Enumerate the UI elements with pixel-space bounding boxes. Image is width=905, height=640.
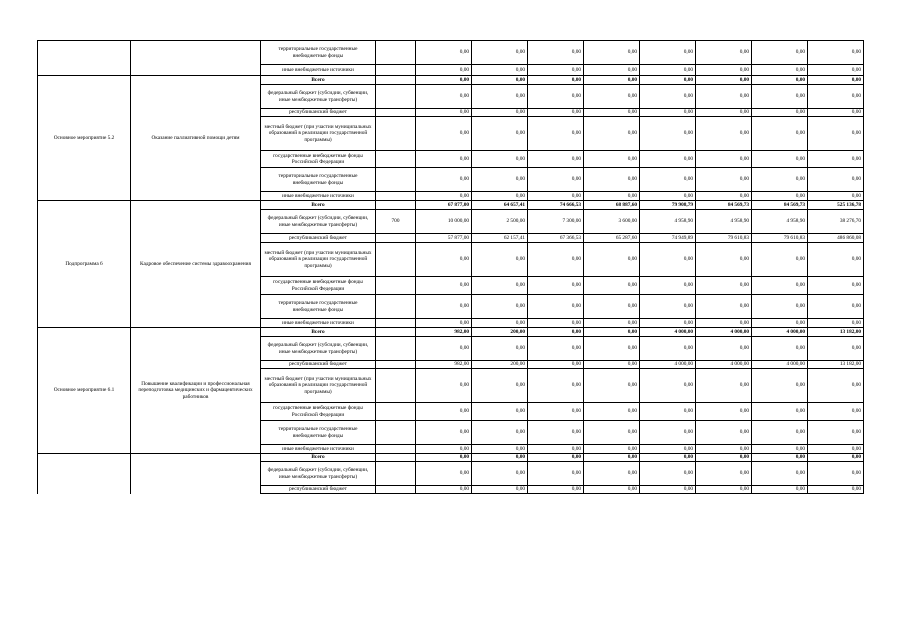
budget-code	[376, 109, 416, 117]
year-amount: 0,00	[640, 117, 696, 151]
year-amount: 0,00	[528, 462, 584, 486]
year-amount: 4 958,90	[752, 210, 808, 234]
year-amount: 0,00	[640, 421, 696, 445]
funding-source: республиканский бюджет	[261, 234, 376, 243]
item-description	[131, 41, 261, 76]
total-amount: 0,00	[808, 295, 864, 319]
year-amount: 0,00	[528, 328, 584, 337]
year-amount: 0,00	[752, 151, 808, 168]
budget-code	[376, 295, 416, 319]
year-amount: 0,00	[528, 192, 584, 201]
total-amount: 13 182,00	[808, 328, 864, 337]
year-amount: 0,00	[752, 462, 808, 486]
total-amount: 486 860,08	[808, 234, 864, 243]
year-amount: 0,00	[696, 445, 752, 454]
year-amount: 0,00	[528, 361, 584, 369]
budget-code	[376, 421, 416, 445]
year-amount: 0,00	[640, 85, 696, 109]
year-amount: 982,00	[416, 361, 472, 369]
year-amount: 0,00	[640, 486, 696, 494]
year-amount: 0,00	[696, 65, 752, 76]
year-amount: 0,00	[696, 454, 752, 462]
year-amount: 0,00	[640, 462, 696, 486]
year-amount: 0,00	[584, 421, 640, 445]
year-amount: 0,00	[696, 109, 752, 117]
year-amount: 62 157,41	[472, 234, 528, 243]
total-amount: 0,00	[808, 454, 864, 462]
year-amount: 0,00	[696, 85, 752, 109]
total-amount: 0,00	[808, 76, 864, 85]
year-amount: 0,00	[528, 454, 584, 462]
year-amount: 0,00	[696, 117, 752, 151]
year-amount: 0,00	[528, 403, 584, 421]
year-amount: 0,00	[472, 192, 528, 201]
budget-code	[376, 201, 416, 210]
item-description: Повышение квалификации и профессиональная переподготовка медицинских и фармацевтических работников	[131, 328, 261, 454]
year-amount: 0,00	[584, 85, 640, 109]
year-amount: 0,00	[584, 41, 640, 65]
year-amount: 68 887,60	[584, 201, 640, 210]
budget-code	[376, 151, 416, 168]
year-amount: 10 000,00	[416, 210, 472, 234]
year-amount: 0,00	[528, 277, 584, 295]
year-amount: 4 000,00	[752, 328, 808, 337]
year-amount: 0,00	[752, 76, 808, 85]
year-amount: 74 949,89	[640, 234, 696, 243]
funding-source: федеральный бюджет (субсидии, субвенции, иные межбюджетные трансферты)	[261, 462, 376, 486]
budget-code	[376, 337, 416, 361]
budget-code	[376, 319, 416, 328]
year-amount: 4 958,90	[640, 210, 696, 234]
total-amount: 0,00	[808, 41, 864, 65]
funding-source: территориальные государственные внебюджетные фонды	[261, 421, 376, 445]
year-amount: 0,00	[640, 76, 696, 85]
year-amount: 0,00	[696, 421, 752, 445]
year-amount: 0,00	[584, 403, 640, 421]
year-amount: 0,00	[416, 65, 472, 76]
item-title	[38, 454, 131, 494]
total-amount: 0,00	[808, 85, 864, 109]
year-amount: 0,00	[696, 192, 752, 201]
year-amount: 0,00	[472, 421, 528, 445]
year-amount: 0,00	[472, 151, 528, 168]
total-amount: 0,00	[808, 117, 864, 151]
total-amount: 0,00	[808, 369, 864, 403]
item-description	[131, 454, 261, 494]
year-amount: 0,00	[472, 168, 528, 192]
year-amount: 65 287,60	[584, 234, 640, 243]
year-amount: 0,00	[584, 445, 640, 454]
year-amount: 0,00	[472, 85, 528, 109]
year-amount: 0,00	[584, 117, 640, 151]
total-row	[38, 454, 864, 462]
year-amount: 0,00	[416, 85, 472, 109]
funding-source: Всего	[261, 454, 376, 462]
funding-source: Всего	[261, 201, 376, 210]
year-amount: 79 908,79	[640, 201, 696, 210]
year-amount: 0,00	[696, 277, 752, 295]
budget-code	[376, 486, 416, 494]
year-amount: 0,00	[640, 109, 696, 117]
year-amount: 79 610,83	[696, 234, 752, 243]
total-amount: 38 276,70	[808, 210, 864, 234]
year-amount: 0,00	[416, 109, 472, 117]
year-amount: 0,00	[528, 295, 584, 319]
total-row	[38, 201, 864, 210]
total-amount: 0,00	[808, 421, 864, 445]
year-amount: 4 000,00	[696, 361, 752, 369]
year-amount: 0,00	[696, 151, 752, 168]
year-amount: 0,00	[752, 277, 808, 295]
year-amount: 4 958,90	[696, 210, 752, 234]
year-amount: 0,00	[696, 295, 752, 319]
year-amount: 0,00	[416, 421, 472, 445]
total-amount: 0,00	[808, 486, 864, 494]
year-amount: 0,00	[752, 319, 808, 328]
year-amount: 0,00	[472, 454, 528, 462]
funding-source: территориальные государственные внебюджетные фонды	[261, 295, 376, 319]
year-amount: 0,00	[528, 85, 584, 109]
year-amount: 0,00	[584, 319, 640, 328]
year-amount: 67 877,00	[416, 201, 472, 210]
funding-source: иные внебюджетные источники	[261, 445, 376, 454]
year-amount: 0,00	[640, 337, 696, 361]
budget-code	[376, 234, 416, 243]
year-amount: 0,00	[416, 243, 472, 277]
year-amount: 0,00	[472, 243, 528, 277]
year-amount: 0,00	[416, 486, 472, 494]
budget-code	[376, 41, 416, 65]
year-amount: 0,00	[472, 76, 528, 85]
year-amount: 4 000,00	[640, 328, 696, 337]
year-amount: 0,00	[584, 369, 640, 403]
item-title: Подпрограмма 6	[38, 201, 131, 328]
budget-code	[376, 192, 416, 201]
year-amount: 0,00	[416, 76, 472, 85]
year-amount: 0,00	[584, 277, 640, 295]
year-amount: 0,00	[472, 117, 528, 151]
year-amount: 0,00	[752, 117, 808, 151]
funding-source: иные внебюджетные источники	[261, 192, 376, 201]
year-amount: 0,00	[472, 337, 528, 361]
funding-source: местный бюджет (при участии муниципальных образований в реализации государственной программы)	[261, 243, 376, 277]
year-amount: 0,00	[696, 462, 752, 486]
budget-code	[376, 65, 416, 76]
item-description: Оказание паллиативной помощи детям	[131, 76, 261, 201]
funding-source: государственные внебюджетные фонды Российской Федерации	[261, 151, 376, 168]
year-amount: 0,00	[752, 65, 808, 76]
year-amount: 0,00	[528, 151, 584, 168]
funding-source: государственные внебюджетные фонды Российской Федерации	[261, 403, 376, 421]
year-amount: 0,00	[640, 168, 696, 192]
item-title: Основное мероприятие 5.2	[38, 76, 131, 201]
year-amount: 3 600,00	[584, 210, 640, 234]
year-amount: 0,00	[584, 192, 640, 201]
year-amount: 0,00	[584, 151, 640, 168]
year-amount: 0,00	[584, 243, 640, 277]
year-amount: 2 500,00	[472, 210, 528, 234]
year-amount: 0,00	[752, 243, 808, 277]
year-amount: 0,00	[416, 117, 472, 151]
year-amount: 0,00	[584, 454, 640, 462]
year-amount: 0,00	[584, 168, 640, 192]
funding-source: республиканский бюджет	[261, 361, 376, 369]
year-amount: 0,00	[416, 168, 472, 192]
year-amount: 0,00	[528, 243, 584, 277]
year-amount: 4 000,00	[752, 361, 808, 369]
total-row	[38, 328, 864, 337]
year-amount: 0,00	[472, 109, 528, 117]
total-amount: 0,00	[808, 151, 864, 168]
funding-source: Всего	[261, 76, 376, 85]
funding-source: территориальные государственные внебюджетные фонды	[261, 168, 376, 192]
total-amount: 0,00	[808, 109, 864, 117]
budget-code	[376, 462, 416, 486]
year-amount: 0,00	[752, 337, 808, 361]
year-amount: 0,00	[584, 295, 640, 319]
budget-table	[37, 40, 864, 494]
funding-source: Всего	[261, 328, 376, 337]
year-amount: 0,00	[416, 319, 472, 328]
year-amount: 0,00	[640, 403, 696, 421]
year-amount: 0,00	[584, 462, 640, 486]
year-amount: 982,00	[416, 328, 472, 337]
year-amount: 0,00	[584, 328, 640, 337]
funding-source: республиканский бюджет	[261, 109, 376, 117]
year-amount: 0,00	[696, 243, 752, 277]
year-amount: 0,00	[640, 41, 696, 65]
year-amount: 0,00	[416, 454, 472, 462]
budget-code	[376, 361, 416, 369]
year-amount: 0,00	[696, 337, 752, 361]
item-title	[38, 41, 131, 76]
year-amount: 0,00	[696, 369, 752, 403]
year-amount: 0,00	[752, 41, 808, 65]
total-amount: 0,00	[808, 65, 864, 76]
year-amount: 0,00	[528, 168, 584, 192]
year-amount: 200,00	[472, 361, 528, 369]
year-amount: 0,00	[752, 403, 808, 421]
budget-code	[376, 403, 416, 421]
total-amount: 525 136,78	[808, 201, 864, 210]
total-amount: 13 182,00	[808, 361, 864, 369]
year-amount: 0,00	[416, 403, 472, 421]
budget-code	[376, 277, 416, 295]
year-amount: 0,00	[528, 319, 584, 328]
year-amount: 0,00	[640, 295, 696, 319]
year-amount: 0,00	[640, 277, 696, 295]
year-amount: 0,00	[472, 462, 528, 486]
year-amount: 0,00	[584, 486, 640, 494]
year-amount: 0,00	[528, 109, 584, 117]
budget-code	[376, 369, 416, 403]
funding-source: местный бюджет (при участии муниципальных образований в реализации государственной программы)	[261, 117, 376, 151]
year-amount: 0,00	[752, 486, 808, 494]
budget-table-body	[38, 41, 864, 494]
year-amount: 4 000,00	[696, 328, 752, 337]
year-amount: 0,00	[416, 462, 472, 486]
year-amount: 0,00	[416, 445, 472, 454]
year-amount: 0,00	[472, 41, 528, 65]
year-amount: 0,00	[528, 337, 584, 361]
year-amount: 0,00	[472, 319, 528, 328]
funding-source: иные внебюджетные источники	[261, 319, 376, 328]
year-amount: 0,00	[528, 117, 584, 151]
budget-code	[376, 445, 416, 454]
year-amount: 0,00	[416, 337, 472, 361]
year-amount: 0,00	[752, 369, 808, 403]
year-amount: 7 300,00	[528, 210, 584, 234]
year-amount: 0,00	[752, 168, 808, 192]
year-amount: 0,00	[416, 41, 472, 65]
total-amount: 0,00	[808, 192, 864, 201]
total-row	[38, 76, 864, 85]
year-amount: 0,00	[752, 421, 808, 445]
year-amount: 0,00	[528, 421, 584, 445]
year-amount: 0,00	[416, 277, 472, 295]
year-amount: 0,00	[640, 65, 696, 76]
year-amount: 0,00	[528, 486, 584, 494]
item-title: Основное мероприятие 6.1	[38, 328, 131, 454]
funding-source: иные внебюджетные источники	[261, 65, 376, 76]
total-amount: 0,00	[808, 168, 864, 192]
year-amount: 67 366,53	[528, 234, 584, 243]
year-amount: 0,00	[696, 41, 752, 65]
year-amount: 0,00	[752, 454, 808, 462]
budget-code	[376, 243, 416, 277]
year-amount: 0,00	[640, 151, 696, 168]
year-amount: 74 666,53	[528, 201, 584, 210]
budget-code	[376, 85, 416, 109]
year-amount: 0,00	[752, 295, 808, 319]
total-amount: 0,00	[808, 445, 864, 454]
year-amount: 0,00	[416, 151, 472, 168]
year-amount: 0,00	[472, 369, 528, 403]
total-amount: 0,00	[808, 277, 864, 295]
year-amount: 0,00	[696, 486, 752, 494]
year-amount: 0,00	[640, 369, 696, 403]
total-amount: 0,00	[808, 403, 864, 421]
item-description: Кадровое обеспечение системы здравоохранения	[131, 201, 261, 328]
year-amount: 0,00	[752, 445, 808, 454]
year-amount: 0,00	[416, 295, 472, 319]
year-amount: 0,00	[528, 445, 584, 454]
year-amount: 0,00	[472, 445, 528, 454]
year-amount: 0,00	[528, 41, 584, 65]
year-amount: 0,00	[752, 109, 808, 117]
total-amount: 0,00	[808, 243, 864, 277]
table-row	[38, 41, 864, 65]
year-amount: 84 569,73	[696, 201, 752, 210]
year-amount: 0,00	[640, 454, 696, 462]
year-amount: 0,00	[472, 486, 528, 494]
funding-source: территориальные государственные внебюджетные фонды	[261, 41, 376, 65]
year-amount: 84 569,73	[752, 201, 808, 210]
year-amount: 0,00	[640, 192, 696, 201]
total-amount: 0,00	[808, 319, 864, 328]
year-amount: 0,00	[584, 337, 640, 361]
year-amount: 0,00	[584, 361, 640, 369]
funding-source: государственные внебюджетные фонды Российской Федерации	[261, 277, 376, 295]
total-amount: 0,00	[808, 462, 864, 486]
budget-code	[376, 168, 416, 192]
year-amount: 0,00	[416, 369, 472, 403]
budget-code	[376, 76, 416, 85]
year-amount: 0,00	[640, 445, 696, 454]
funding-source: местный бюджет (при участии муниципальных образований в реализации государственной программы)	[261, 369, 376, 403]
year-amount: 0,00	[472, 277, 528, 295]
budget-code: 700	[376, 210, 416, 234]
year-amount: 57 877,00	[416, 234, 472, 243]
year-amount: 4 000,00	[640, 361, 696, 369]
year-amount: 0,00	[640, 319, 696, 328]
year-amount: 0,00	[696, 76, 752, 85]
year-amount: 0,00	[584, 109, 640, 117]
year-amount: 0,00	[584, 65, 640, 76]
year-amount: 64 657,41	[472, 201, 528, 210]
budget-code	[376, 328, 416, 337]
year-amount: 0,00	[528, 76, 584, 85]
total-amount: 0,00	[808, 337, 864, 361]
year-amount: 0,00	[584, 76, 640, 85]
year-amount: 0,00	[752, 85, 808, 109]
year-amount: 0,00	[696, 319, 752, 328]
year-amount: 200,00	[472, 328, 528, 337]
year-amount: 0,00	[696, 168, 752, 192]
budget-code	[376, 117, 416, 151]
year-amount: 0,00	[472, 403, 528, 421]
year-amount: 0,00	[472, 295, 528, 319]
funding-source: республиканский бюджет	[261, 486, 376, 494]
funding-source: федеральный бюджет (субсидии, субвенции, иные межбюджетные трансферты)	[261, 210, 376, 234]
year-amount: 0,00	[640, 243, 696, 277]
year-amount: 0,00	[752, 192, 808, 201]
year-amount: 0,00	[472, 65, 528, 76]
year-amount: 0,00	[416, 192, 472, 201]
year-amount: 0,00	[528, 65, 584, 76]
year-amount: 0,00	[528, 369, 584, 403]
budget-code	[376, 454, 416, 462]
funding-source: федеральный бюджет (субсидии, субвенции, иные межбюджетные трансферты)	[261, 337, 376, 361]
year-amount: 79 610,83	[752, 234, 808, 243]
funding-source: федеральный бюджет (субсидии, субвенции, иные межбюджетные трансферты)	[261, 85, 376, 109]
year-amount: 0,00	[696, 403, 752, 421]
